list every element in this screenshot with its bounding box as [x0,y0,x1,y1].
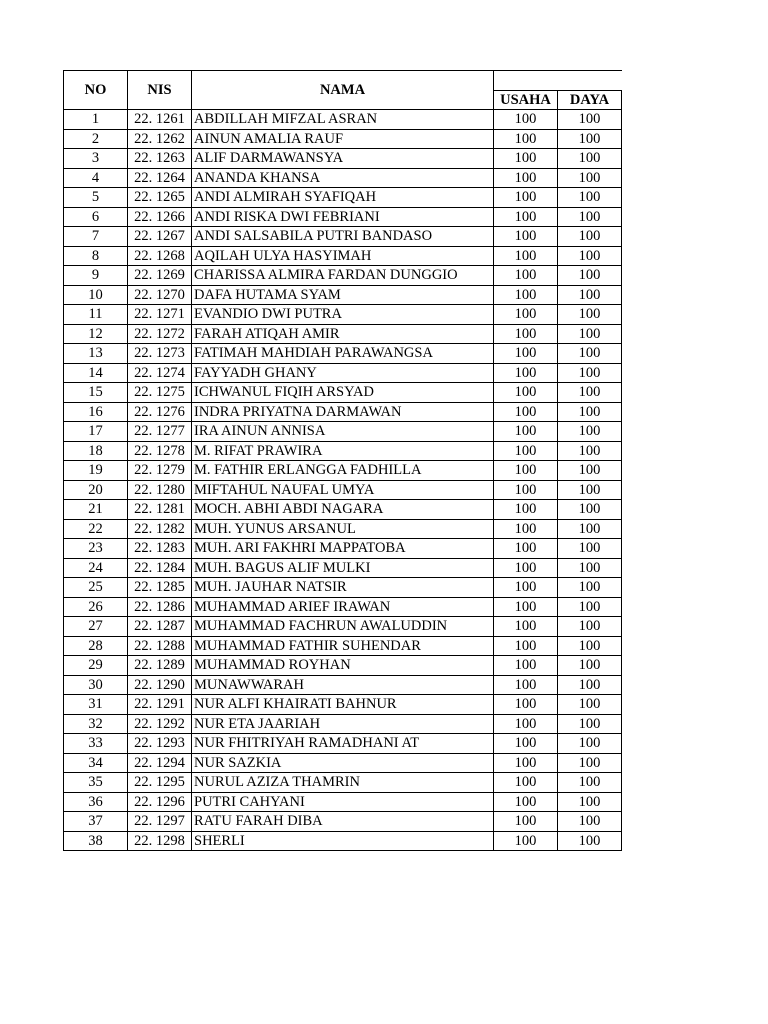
cell-usaha: 100 [494,285,558,305]
cell-no: 11 [64,305,128,325]
cell-usaha: 100 [494,617,558,637]
cell-nama: ANDI RISKA DWI FEBRIANI [192,207,494,227]
cell-usaha: 100 [494,363,558,383]
cell-nis: 22. 1276 [128,402,192,422]
cell-daya: 100 [558,285,622,305]
cell-nama: MUHAMMAD FACHRUN AWALUDDIN [192,617,494,637]
cell-nis: 22. 1270 [128,285,192,305]
cell-daya: 100 [558,578,622,598]
cell-daya: 100 [558,714,622,734]
cell-daya: 100 [558,519,622,539]
cell-usaha: 100 [494,110,558,130]
table-body [64,110,622,851]
cell-daya: 100 [558,656,622,676]
cell-nama: FARAH ATIQAH AMIR [192,324,494,344]
cell-nis: 22. 1274 [128,363,192,383]
cell-no: 31 [64,695,128,715]
cell-no: 12 [64,324,128,344]
table-row [64,636,622,656]
table-row [64,363,622,383]
cell-usaha: 100 [494,480,558,500]
cell-nama: MUH. JAUHAR NATSIR [192,578,494,598]
cell-nis: 22. 1295 [128,773,192,793]
cell-usaha: 100 [494,246,558,266]
cell-nis: 22. 1267 [128,227,192,247]
table-row [64,773,622,793]
cell-nis: 22. 1292 [128,714,192,734]
cell-nis: 22. 1275 [128,383,192,403]
cell-no: 32 [64,714,128,734]
cell-no: 22 [64,519,128,539]
cell-usaha: 100 [494,753,558,773]
cell-no: 10 [64,285,128,305]
cell-nama: FATIMAH MAHDIAH PARAWANGSA [192,344,494,364]
cell-nama: INDRA PRIYATNA DARMAWAN [192,402,494,422]
cell-no: 15 [64,383,128,403]
header-row-top [64,71,622,91]
cell-nama: MUNAWWARAH [192,675,494,695]
cell-nama: MIFTAHUL NAUFAL UMYA [192,480,494,500]
cell-daya: 100 [558,266,622,286]
table-row [64,266,622,286]
cell-no: 36 [64,792,128,812]
cell-usaha: 100 [494,383,558,403]
cell-nis: 22. 1291 [128,695,192,715]
cell-no: 19 [64,461,128,481]
cell-daya: 100 [558,324,622,344]
cell-no: 2 [64,129,128,149]
header-nis: NIS [128,71,192,110]
cell-nis: 22. 1268 [128,246,192,266]
cell-nama: ANDI ALMIRAH SYAFIQAH [192,188,494,208]
cell-daya: 100 [558,500,622,520]
cell-nis: 22. 1297 [128,812,192,832]
cell-nama: MUH. ARI FAKHRI MAPPATOBA [192,539,494,559]
table-row [64,539,622,559]
cell-daya: 100 [558,227,622,247]
cell-no: 14 [64,363,128,383]
cell-nis: 22. 1271 [128,305,192,325]
cell-nama: NURUL AZIZA THAMRIN [192,773,494,793]
cell-nis: 22. 1277 [128,422,192,442]
cell-nama: EVANDIO DWI PUTRA [192,305,494,325]
table-row [64,597,622,617]
cell-daya: 100 [558,734,622,754]
cell-usaha: 100 [494,714,558,734]
cell-usaha: 100 [494,500,558,520]
cell-no: 21 [64,500,128,520]
cell-usaha: 100 [494,656,558,676]
cell-daya: 100 [558,461,622,481]
cell-nis: 22. 1269 [128,266,192,286]
table-row [64,227,622,247]
header-no: NO [64,71,128,110]
cell-nama: MUHAMMAD ARIEF IRAWAN [192,597,494,617]
cell-nis: 22. 1264 [128,168,192,188]
cell-nis: 22. 1280 [128,480,192,500]
cell-daya: 100 [558,831,622,851]
cell-daya: 100 [558,617,622,637]
cell-no: 7 [64,227,128,247]
cell-nis: 22. 1296 [128,792,192,812]
cell-nama: AQILAH ULYA HASYIMAH [192,246,494,266]
cell-nis: 22. 1293 [128,734,192,754]
cell-nis: 22. 1288 [128,636,192,656]
cell-daya: 100 [558,246,622,266]
cell-nama: PUTRI CAHYANI [192,792,494,812]
cell-no: 4 [64,168,128,188]
cell-nama: MUHAMMAD FATHIR SUHENDAR [192,636,494,656]
table-row [64,675,622,695]
cell-usaha: 100 [494,773,558,793]
table-row [64,519,622,539]
cell-daya: 100 [558,402,622,422]
table-row [64,441,622,461]
cell-no: 26 [64,597,128,617]
cell-nama: ALIF DARMAWANSYA [192,149,494,169]
cell-no: 9 [64,266,128,286]
cell-nis: 22. 1283 [128,539,192,559]
cell-nis: 22. 1286 [128,597,192,617]
cell-nis: 22. 1265 [128,188,192,208]
cell-usaha: 100 [494,831,558,851]
cell-nis: 22. 1281 [128,500,192,520]
cell-nis: 22. 1261 [128,110,192,130]
cell-no: 34 [64,753,128,773]
cell-nama: FAYYADH GHANY [192,363,494,383]
table-row [64,402,622,422]
cell-nama: NUR ETA JAARIAH [192,714,494,734]
table-row [64,110,622,130]
header-daya: DAYA [558,90,622,110]
cell-nama: RATU FARAH DIBA [192,812,494,832]
cell-no: 38 [64,831,128,851]
table-row [64,753,622,773]
cell-no: 20 [64,480,128,500]
cell-nis: 22. 1263 [128,149,192,169]
cell-nama: ANDI SALSABILA PUTRI BANDASO [192,227,494,247]
cell-no: 1 [64,110,128,130]
header-usaha: USAHA [494,90,558,110]
table-row [64,285,622,305]
table-row [64,422,622,442]
cell-daya: 100 [558,773,622,793]
cell-daya: 100 [558,441,622,461]
table-row [64,383,622,403]
cell-usaha: 100 [494,675,558,695]
cell-no: 8 [64,246,128,266]
cell-daya: 100 [558,480,622,500]
table-row [64,578,622,598]
cell-usaha: 100 [494,597,558,617]
cell-usaha: 100 [494,422,558,442]
cell-nama: M. RIFAT PRAWIRA [192,441,494,461]
cell-nama: MUH. BAGUS ALIF MULKI [192,558,494,578]
cell-usaha: 100 [494,305,558,325]
cell-nis: 22. 1294 [128,753,192,773]
cell-nama: IRA AINUN ANNISA [192,422,494,442]
cell-no: 18 [64,441,128,461]
student-score-table [63,70,622,851]
cell-usaha: 100 [494,266,558,286]
table-row [64,344,622,364]
cell-nama: DAFA HUTAMA SYAM [192,285,494,305]
cell-usaha: 100 [494,734,558,754]
cell-nis: 22. 1279 [128,461,192,481]
cell-daya: 100 [558,558,622,578]
cell-daya: 100 [558,812,622,832]
cell-daya: 100 [558,305,622,325]
cell-nama: CHARISSA ALMIRA FARDAN DUNGGIO [192,266,494,286]
table-row [64,792,622,812]
cell-daya: 100 [558,207,622,227]
table-row [64,188,622,208]
cell-nis: 22. 1272 [128,324,192,344]
table-row [64,149,622,169]
cell-usaha: 100 [494,558,558,578]
cell-nama: MUH. YUNUS ARSANUL [192,519,494,539]
table-row [64,246,622,266]
cell-nama: NUR ALFI KHAIRATI BAHNUR [192,695,494,715]
cell-daya: 100 [558,129,622,149]
cell-usaha: 100 [494,578,558,598]
cell-usaha: 100 [494,402,558,422]
cell-daya: 100 [558,792,622,812]
cell-usaha: 100 [494,227,558,247]
cell-usaha: 100 [494,168,558,188]
cell-daya: 100 [558,110,622,130]
cell-nis: 22. 1298 [128,831,192,851]
cell-daya: 100 [558,188,622,208]
cell-usaha: 100 [494,695,558,715]
cell-daya: 100 [558,363,622,383]
cell-daya: 100 [558,168,622,188]
table-row [64,558,622,578]
cell-nama: ABDILLAH MIFZAL ASRAN [192,110,494,130]
cell-usaha: 100 [494,207,558,227]
table-row [64,734,622,754]
cell-no: 29 [64,656,128,676]
cell-daya: 100 [558,636,622,656]
cell-daya: 100 [558,539,622,559]
cell-no: 24 [64,558,128,578]
cell-daya: 100 [558,695,622,715]
table-row [64,480,622,500]
cell-nama: M. FATHIR ERLANGGA FADHILLA [192,461,494,481]
header-nama: NAMA [192,71,494,110]
cell-no: 6 [64,207,128,227]
cell-nis: 22. 1266 [128,207,192,227]
cell-usaha: 100 [494,188,558,208]
cell-daya: 100 [558,675,622,695]
cell-nis: 22. 1284 [128,558,192,578]
table-row [64,324,622,344]
table-row [64,168,622,188]
table-row [64,656,622,676]
cell-nis: 22. 1262 [128,129,192,149]
cell-no: 33 [64,734,128,754]
cell-nama: MOCH. ABHI ABDI NAGARA [192,500,494,520]
cell-usaha: 100 [494,324,558,344]
cell-usaha: 100 [494,129,558,149]
cell-no: 37 [64,812,128,832]
cell-no: 28 [64,636,128,656]
header-group-blank [494,71,622,91]
cell-no: 13 [64,344,128,364]
table-row [64,831,622,851]
cell-nis: 22. 1282 [128,519,192,539]
cell-usaha: 100 [494,441,558,461]
cell-nis: 22. 1273 [128,344,192,364]
cell-daya: 100 [558,422,622,442]
cell-usaha: 100 [494,792,558,812]
cell-daya: 100 [558,383,622,403]
cell-no: 5 [64,188,128,208]
cell-nis: 22. 1287 [128,617,192,637]
cell-nis: 22. 1278 [128,441,192,461]
cell-usaha: 100 [494,344,558,364]
cell-no: 35 [64,773,128,793]
cell-nis: 22. 1285 [128,578,192,598]
cell-nis: 22. 1289 [128,656,192,676]
cell-nama: ANANDA KHANSA [192,168,494,188]
cell-usaha: 100 [494,149,558,169]
cell-no: 3 [64,149,128,169]
cell-nama: MUHAMMAD ROYHAN [192,656,494,676]
table-row [64,695,622,715]
cell-usaha: 100 [494,519,558,539]
cell-nama: SHERLI [192,831,494,851]
cell-usaha: 100 [494,812,558,832]
table-row [64,500,622,520]
table-row [64,812,622,832]
cell-daya: 100 [558,344,622,364]
cell-daya: 100 [558,149,622,169]
cell-daya: 100 [558,597,622,617]
cell-nama: NUR FHITRIYAH RAMADHANI AT [192,734,494,754]
table-row [64,617,622,637]
cell-usaha: 100 [494,539,558,559]
table-row [64,461,622,481]
cell-nama: AINUN AMALIA RAUF [192,129,494,149]
cell-nis: 22. 1290 [128,675,192,695]
cell-daya: 100 [558,753,622,773]
table-row [64,207,622,227]
cell-no: 17 [64,422,128,442]
cell-usaha: 100 [494,636,558,656]
cell-nama: NUR SAZKIA [192,753,494,773]
cell-no: 30 [64,675,128,695]
table-row [64,305,622,325]
table-row [64,129,622,149]
cell-nama: ICHWANUL FIQIH ARSYAD [192,383,494,403]
cell-no: 23 [64,539,128,559]
cell-no: 16 [64,402,128,422]
cell-no: 27 [64,617,128,637]
cell-usaha: 100 [494,461,558,481]
cell-no: 25 [64,578,128,598]
table-row [64,714,622,734]
